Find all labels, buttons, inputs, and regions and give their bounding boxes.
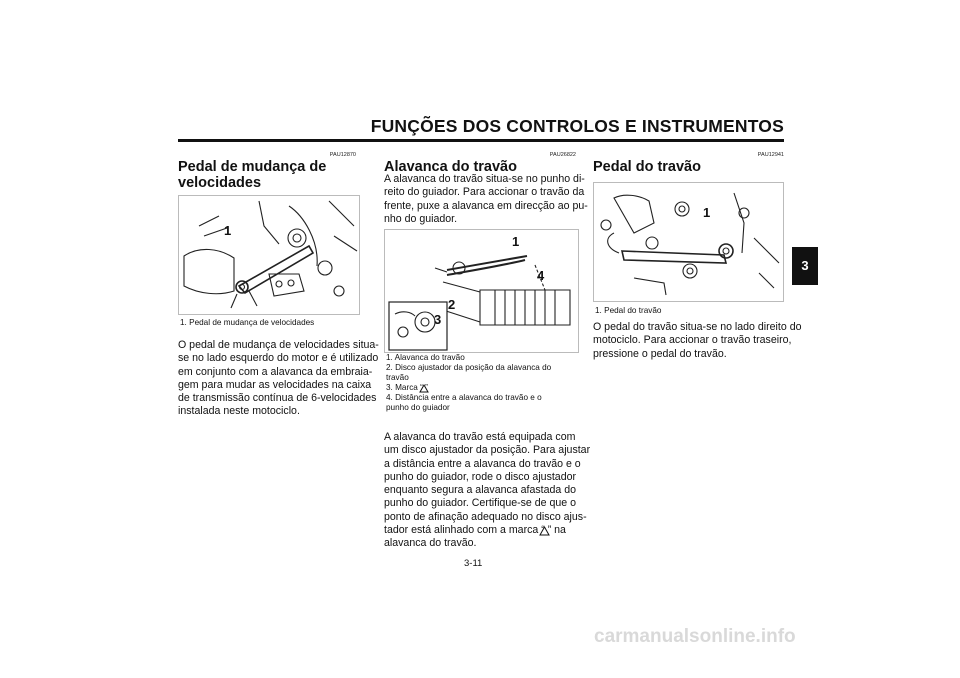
section-body-brake-pedal: O pedal do travão situa-se no lado direito do motociclo. Para accionar o travão traseiro, pressione o pedal do travão. xyxy=(593,321,802,360)
brake-lever-illustration xyxy=(385,230,578,352)
header-rule xyxy=(178,139,784,142)
figure-brake-pedal xyxy=(593,182,784,302)
section-code: PAU12941 xyxy=(757,152,784,158)
triangle-mark-icon xyxy=(539,526,550,536)
section-title-gear-pedal: Pedal de mudança de velocidades xyxy=(178,159,327,191)
section-body-brake-lever: A alavanca do travão está equipada com um disco ajustador da posição. Para ajustar a distância entre a alavanca do travão e o punho do guiador, rode o disco ajustador enquanto segura a alavanca afastada do punho do guiador. Certifique-se de que o ponto de afinação adequado no disco ajus- tador está alinhado com a marca “ ” na alavanca do travão. xyxy=(384,431,591,550)
gear-pedal-illustration xyxy=(179,196,359,314)
page-number: 3-11 xyxy=(464,558,483,569)
watermark: carmanualsonline.info xyxy=(594,626,796,647)
figure-caption: 1. Pedal do travão xyxy=(595,306,662,315)
section-code: PAU12870 xyxy=(329,152,356,158)
brake-pedal-illustration xyxy=(594,183,783,301)
section-body-gear-pedal: O pedal de mudança de velocidades situa- se no lado esquerdo do motor e é utilizado em conjunto com a alavanca da embraia- gem para mudar as velocidades na caixa de transmissão contínua de 6-velocidades instalada neste motociclo. xyxy=(178,339,379,418)
figure-brake-lever xyxy=(384,229,579,353)
section-title-brake-pedal: Pedal do travão xyxy=(593,159,701,175)
figure-caption: 1. Pedal de mudança de velocidades xyxy=(180,318,315,327)
callout-1: 1 xyxy=(703,205,711,220)
section-code: PAU26822 xyxy=(549,152,576,158)
callout-1: 1 xyxy=(512,234,520,249)
figure-captions: 1. Alavanca do travão 2. Disco ajustador da posição da alavanca do travão 3. Marca “ ” 4. Distância entre a alavanca do travão e o punho do guiador xyxy=(386,353,552,412)
callout-4: 4 xyxy=(537,268,545,283)
callout-2: 2 xyxy=(448,297,456,312)
chapter-title: FUNÇÕES DOS CONTROLOS E INSTRUMENTOS xyxy=(370,116,784,136)
section-intro-brake-lever: A alavanca do travão situa-se no punho di- reito do guiador. Para accionar o travão da frente, puxe a alavanca em direcção ao pu- nho do guiador. xyxy=(384,173,588,225)
figure-gear-pedal xyxy=(178,195,360,315)
triangle-mark-icon xyxy=(419,384,429,393)
callout-1: 1 xyxy=(224,223,232,238)
section-title-brake-lever: Alavanca do travão xyxy=(384,159,517,175)
callout-3: 3 xyxy=(434,312,442,327)
chapter-tab: 3 xyxy=(792,247,818,285)
